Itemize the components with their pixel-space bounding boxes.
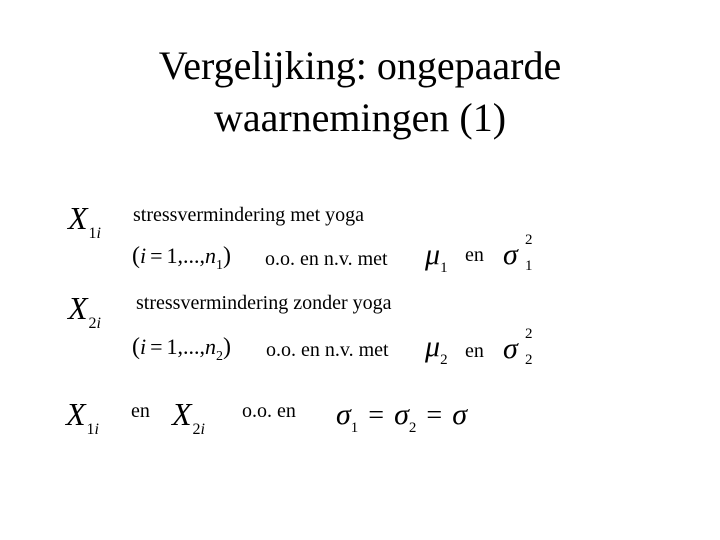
mu-1: μ1 (425, 238, 448, 276)
text-iid-normal-2: o.o. en n.v. met (266, 339, 389, 361)
variable-x1i-row3: X1i (66, 396, 99, 438)
text-en-2: en (465, 340, 484, 362)
variable-x2i-row3: X2i (172, 396, 205, 438)
title-line-1: Vergelijking: ongepaarde (158, 43, 562, 88)
variable-x1i: X1i (68, 200, 101, 242)
label-without-yoga: stressvermindering zonder yoga (136, 292, 392, 314)
equal-variance-equation: σ1 = σ2 = σ (336, 398, 467, 436)
label-with-yoga: stressvermindering met yoga (133, 204, 365, 226)
sigma-squared-1: σ 2 1 (503, 232, 533, 274)
text-en-3: en (131, 400, 150, 422)
text-iid-3: o.o. en (242, 400, 296, 422)
title-line-2: waarnemingen (1) (213, 95, 507, 140)
text-en-1: en (465, 244, 484, 266)
variable-x2i: X2i (68, 290, 101, 332)
slide-title (0, 40, 720, 144)
index-range-n2: (i = 1,...,n2) (132, 334, 232, 364)
text-iid-normal-1: o.o. en n.v. met (265, 248, 388, 270)
mu-2: μ2 (425, 330, 448, 368)
sigma-squared-2: σ 2 2 (503, 326, 533, 368)
index-range-n1: (i = 1,...,n1) (132, 243, 232, 273)
